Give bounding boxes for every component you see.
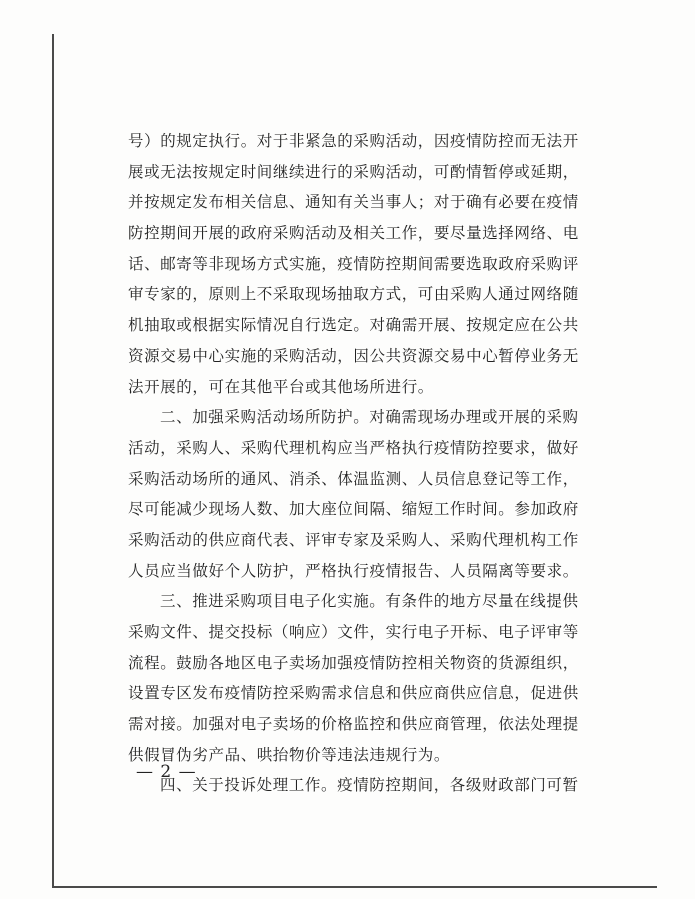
text-line: 资源交易中心实施的采购活动，因公共资源交易中心暂停业务无 <box>128 346 579 365</box>
text-line: 流程。鼓励各地区电子卖场加强疫情防控相关物资的货源组织， <box>128 653 579 672</box>
paragraph-start-line: 三、推进采购项目电子化实施。有条件的地方尽量在线提供 <box>160 592 579 611</box>
text-line: 审专家的，原则上不采取现场抽取方式，可由采购人通过网络随 <box>128 285 579 304</box>
text-line: 尽可能减少现场人数、加大座位间隔、缩短工作时间。参加政府 <box>128 500 579 519</box>
text-line: 采购文件、提交投标（响应）文件，实行电子开标、电子评审等 <box>128 623 579 641</box>
text-line: 采购活动场所的通风、消杀、体温监测、人员信息登记等工作， <box>128 469 579 488</box>
text-line: 活动，采购人、采购代理机构应当严格执行疫情防控要求，做好 <box>128 438 579 457</box>
page-number: — 2 — <box>136 762 197 782</box>
text-line: 供假冒伪劣产品、哄抬物价等违法违规行为。 <box>128 745 451 764</box>
text-line: 并按规定发布相关信息、通知有关当事人；对于确有必要在疫情 <box>128 193 579 212</box>
text-line: 话、邮寄等非现场方式实施，疫情防控期间需要选取政府采购评 <box>128 254 579 273</box>
text-line: 需对接。加强对电子卖场的价格监控和供应商管理，依法处理提 <box>128 715 579 734</box>
paragraph-start-line: 二、加强采购活动场所防护。对确需现场办理或开展的采购 <box>160 408 579 427</box>
scan-left-edge <box>52 34 54 888</box>
text-line: 号）的规定执行。对于非紧急的采购活动，因疫情防控而无法开 <box>128 132 579 150</box>
text-line: 展或无法按规定时间继续进行的采购活动，可酌情暂停或延期， <box>128 162 579 181</box>
text-line: 设置专区发布疫情防控采购需求信息和供应商供应信息，促进供 <box>128 684 579 703</box>
text-line: 法开展的，可在其他平台或其他场所进行。 <box>128 377 434 396</box>
text-line: 机抽取或根据实际情况自行选定。对确需开展、按规定应在公共 <box>128 316 579 335</box>
text-line: 采购活动的供应商代表、评审专家及采购人、采购代理机构工作 <box>128 530 579 549</box>
scan-bottom-edge <box>52 886 657 888</box>
paragraph-start-line: 四、关于投诉处理工作。疫情防控期间，各级财政部门可暂 <box>160 776 579 795</box>
body-text <box>128 126 588 801</box>
text-line: 防控期间开展的政府采购活动及相关工作，要尽量选择网络、电 <box>128 224 579 243</box>
text-line: 人员应当做好个人防护，严格执行疫情报告、人员隔离等要求。 <box>128 561 579 580</box>
